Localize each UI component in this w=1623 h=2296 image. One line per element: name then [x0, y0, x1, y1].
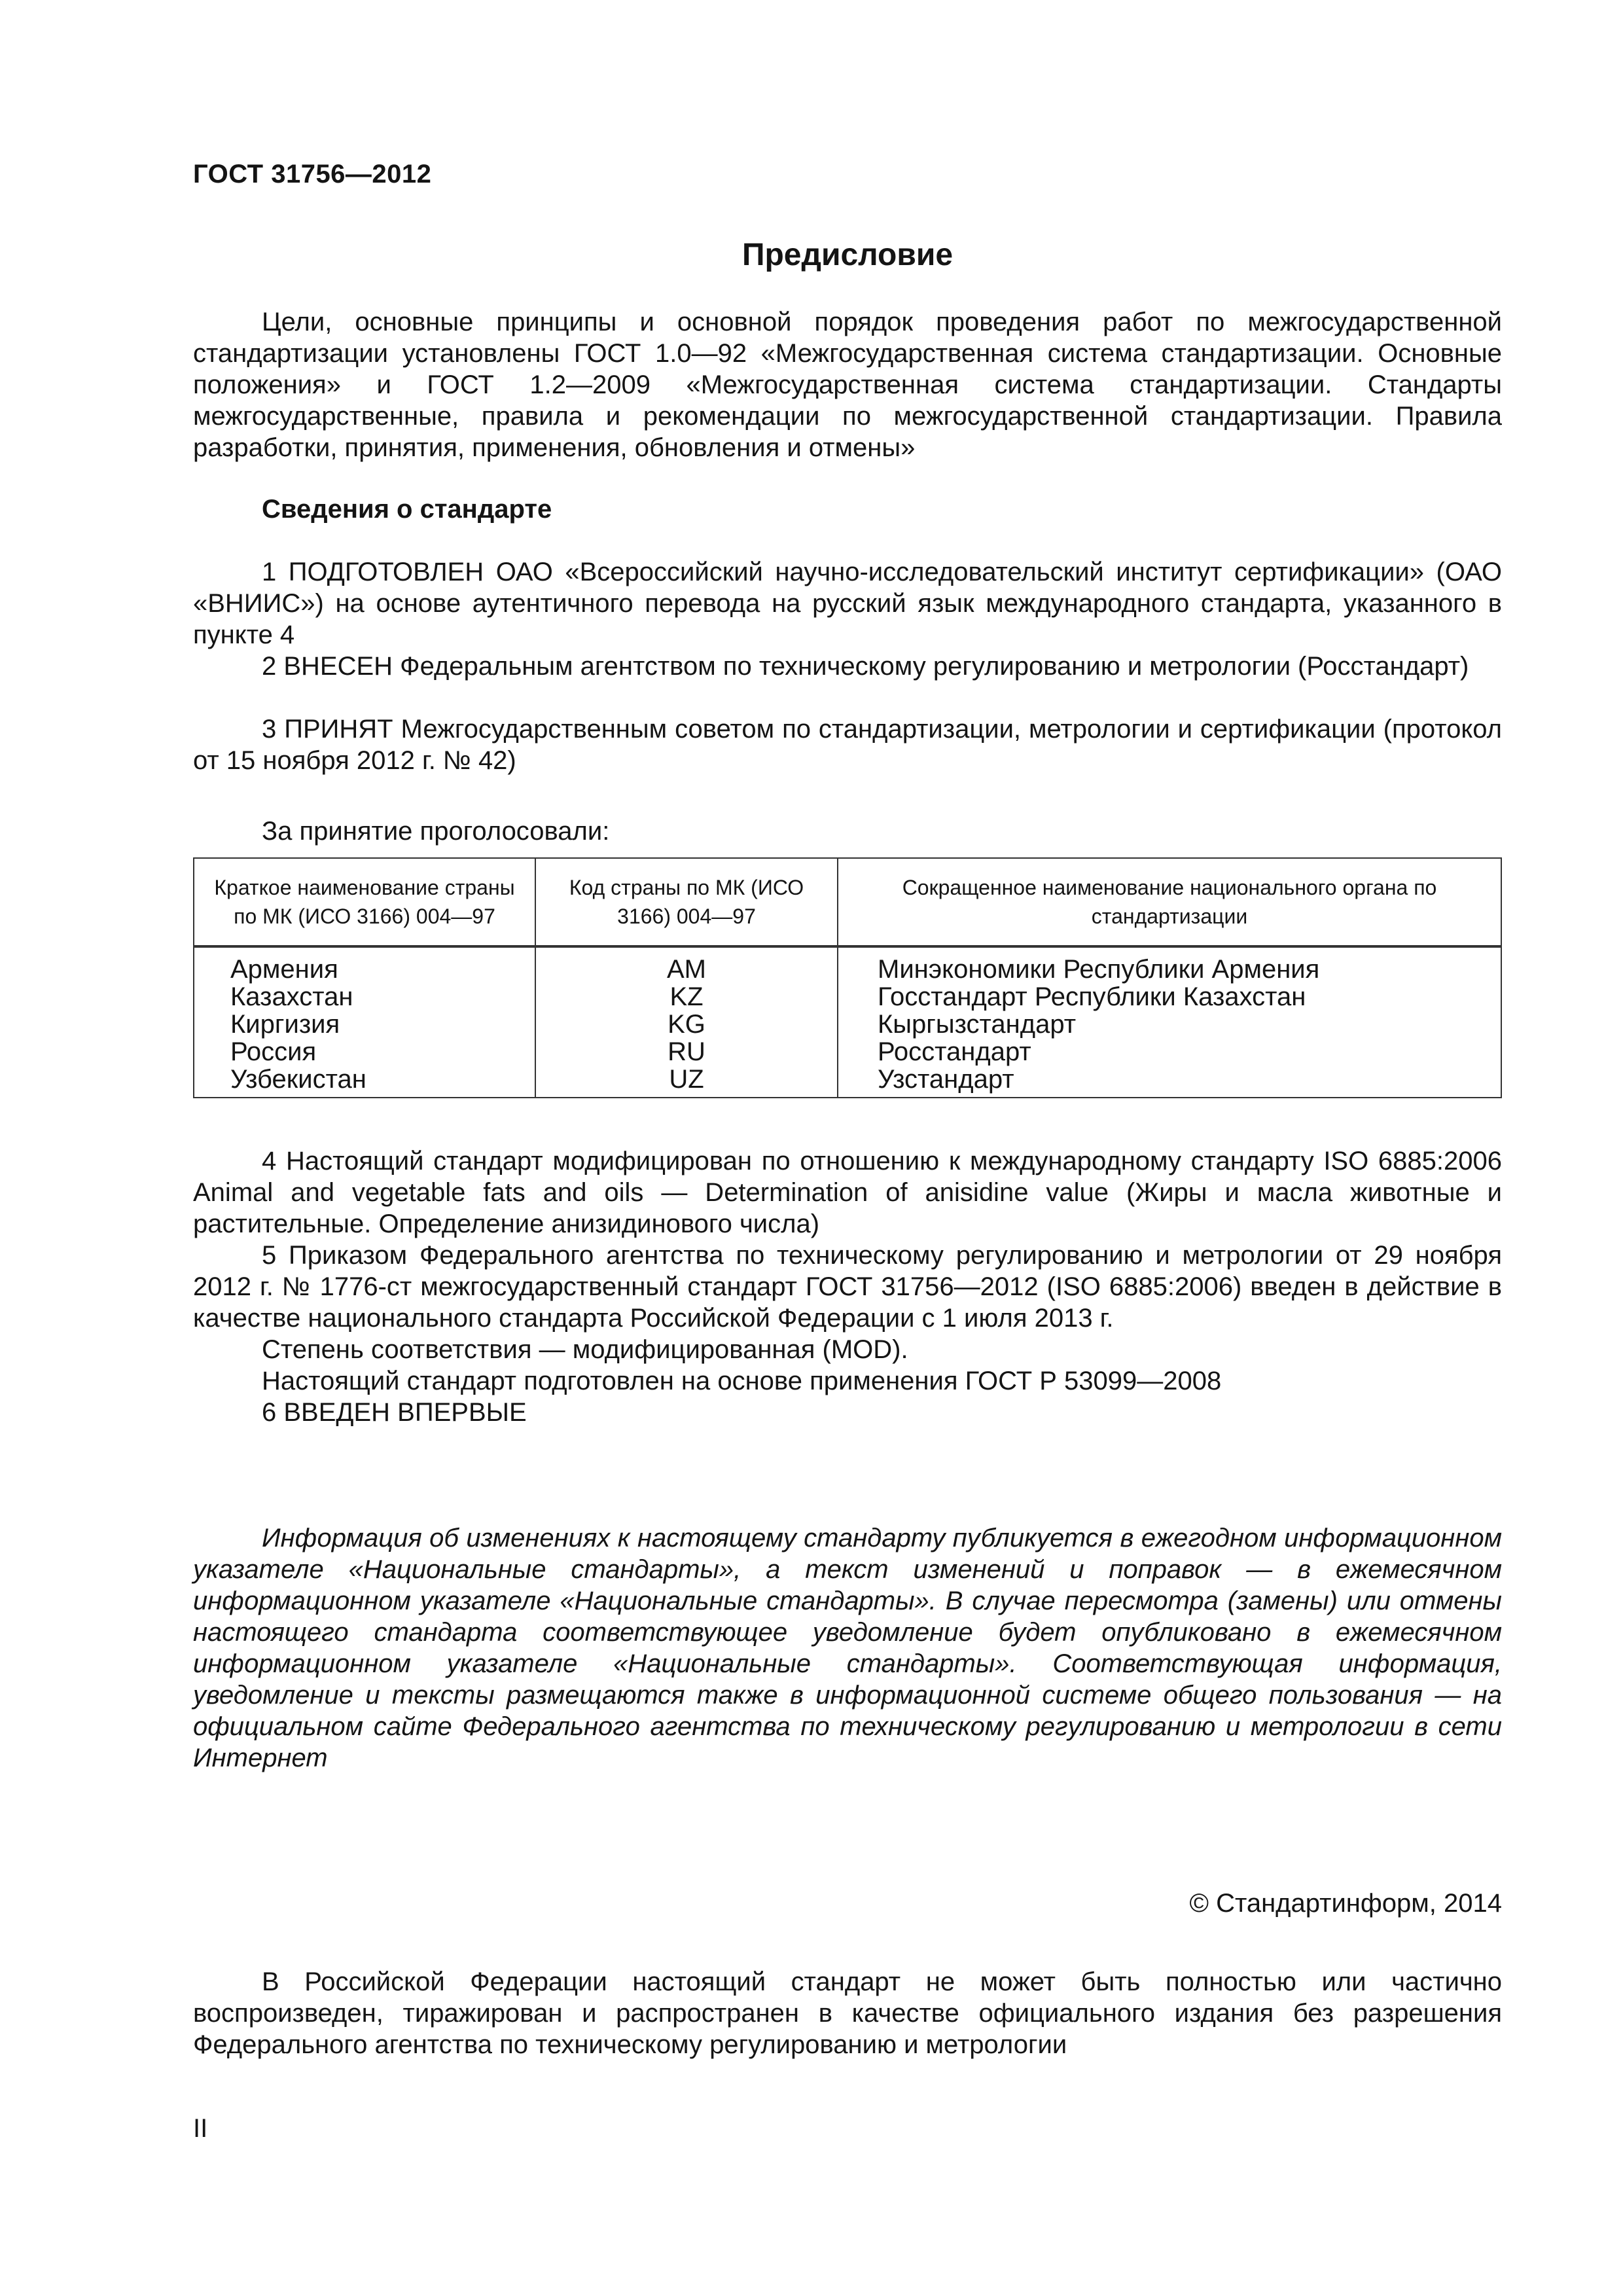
page-number: II [193, 2114, 208, 2143]
country-code: RU [535, 1038, 838, 1066]
votes-table [193, 857, 1502, 1098]
country-name: Узбекистан [194, 1066, 535, 1098]
table-row [194, 1038, 1501, 1066]
country-code: KG [535, 1011, 838, 1038]
column-header-code: Код страны по МК (ИСО 3166) 004—97 [535, 858, 838, 946]
item-3-adopted: 3 ПРИНЯТ Межгосударственным советом по стандартизации, метрологии и сертификации (протокол от 15 ноября 2012 г. № 42) [193, 715, 1502, 775]
national-body: Кыргызстандарт [838, 1011, 1501, 1038]
conformity-degree: Степень соответствия — модифицированная (MOD). [262, 1335, 908, 1364]
item-1-prepared: 1 ПОДГОТОВЛЕН ОАО «Всероссийский научно-исследовательский институт сертификации» (ОАО «ВНИИС») на основе аутентичного перевода на русский язык международного стандарта, указанного в пункте 4 [193, 558, 1502, 649]
country-name: Россия [194, 1038, 535, 1066]
changes-notice: Информация об изменениях к настоящему стандарту публикуется в ежегодном информационном указателе «Национальные стандарты», а текст изменений и поправок — в ежемесячном информационном указателе «Национальные стандарты». В случае пересмотра (замены) или отмены настоящего стандарта соответствующее уведомление будет опубликовано в ежемесячном информационном указателе «Национальные стандарты». Соответствующая информация, уведомление и тексты размещаются также в информационной системе общего пользования — на официальном сайте Федерального агентства по техническому регулированию и метрологии в сети Интернет [193, 1524, 1502, 1772]
item-5-order: 5 Приказом Федерального агентства по техническому регулированию и метрологии от 29 ноября 2012 г. № 1776-ст межгосударственный стандарт ГОСТ 31756—2012 (ISO 6885:2006) введен в действие в качестве национального стандарта Российской Федерации с 1 июля 2013 г. [193, 1241, 1502, 1333]
column-header-country: Краткое наименование страны по МК (ИСО 3166) 004—97 [194, 858, 535, 946]
country-code: KZ [535, 983, 838, 1011]
item-6-introduced: 6 ВВЕДЕН ВПЕРВЫЕ [262, 1398, 527, 1427]
table-row [194, 1066, 1501, 1098]
item-2-submitted: 2 ВНЕСЕН Федеральным агентством по техническому регулированию и метрологии (Росстандарт) [262, 652, 1469, 681]
national-body: Минэкономики Республики Армения [838, 947, 1501, 983]
preface-intro: Цели, основные принципы и основной порядок проведения работ по межгосударственной стандартизации установлены ГОСТ 1.0—92 «Межгосударственная система стандартизации. Основные положения» и ГОСТ 1.2—2009 «Межгосударственная система стандартизации. Стандарты межгосударственные, правила и рекомендации по межгосударственной стандартизации. Правила разработки, принятия, применения, обновления и отмены» [193, 308, 1502, 462]
table-row [194, 983, 1501, 1011]
item-4-modification: 4 Настоящий стандарт модифицирован по отношению к международному стандарту ISO 6885:2006 Animal and vegetable fats and oils — Determination of anisidine value (Жиры и масла животные и растительные. Определение анизидинового числа) [193, 1147, 1502, 1238]
national-body: Госстандарт Республики Казахстан [838, 983, 1501, 1011]
copyright-notice: © Стандартинформ, 2014 [1189, 1889, 1502, 1918]
national-body: Узстандарт [838, 1066, 1501, 1098]
table-row [194, 947, 1501, 983]
standard-info-heading: Сведения о стандарте [262, 495, 552, 524]
table-header-row [194, 858, 1501, 946]
country-code: AM [535, 947, 838, 983]
country-code: UZ [535, 1066, 838, 1098]
column-header-org: Сокращенное наименование национального органа по стандартизации [838, 858, 1501, 946]
document-id: ГОСТ 31756—2012 [193, 160, 432, 188]
votes-intro: За принятие проголосовали: [262, 817, 610, 846]
country-name: Армения [194, 947, 535, 983]
country-name: Казахстан [194, 983, 535, 1011]
country-name: Киргизия [194, 1011, 535, 1038]
table-row [194, 1011, 1501, 1038]
national-body: Росстандарт [838, 1038, 1501, 1066]
basis-note: Настоящий стандарт подготовлен на основе применения ГОСТ Р 53099—2008 [262, 1367, 1222, 1395]
preface-title: Предисловие [741, 238, 954, 272]
reproduction-notice: В Российской Федерации настоящий стандарт не может быть полностью или частично воспроизведен, тиражирован и распространен в качестве официального издания без разрешения Федерального агентства по техническому регулированию и метрологии [193, 1967, 1502, 2059]
